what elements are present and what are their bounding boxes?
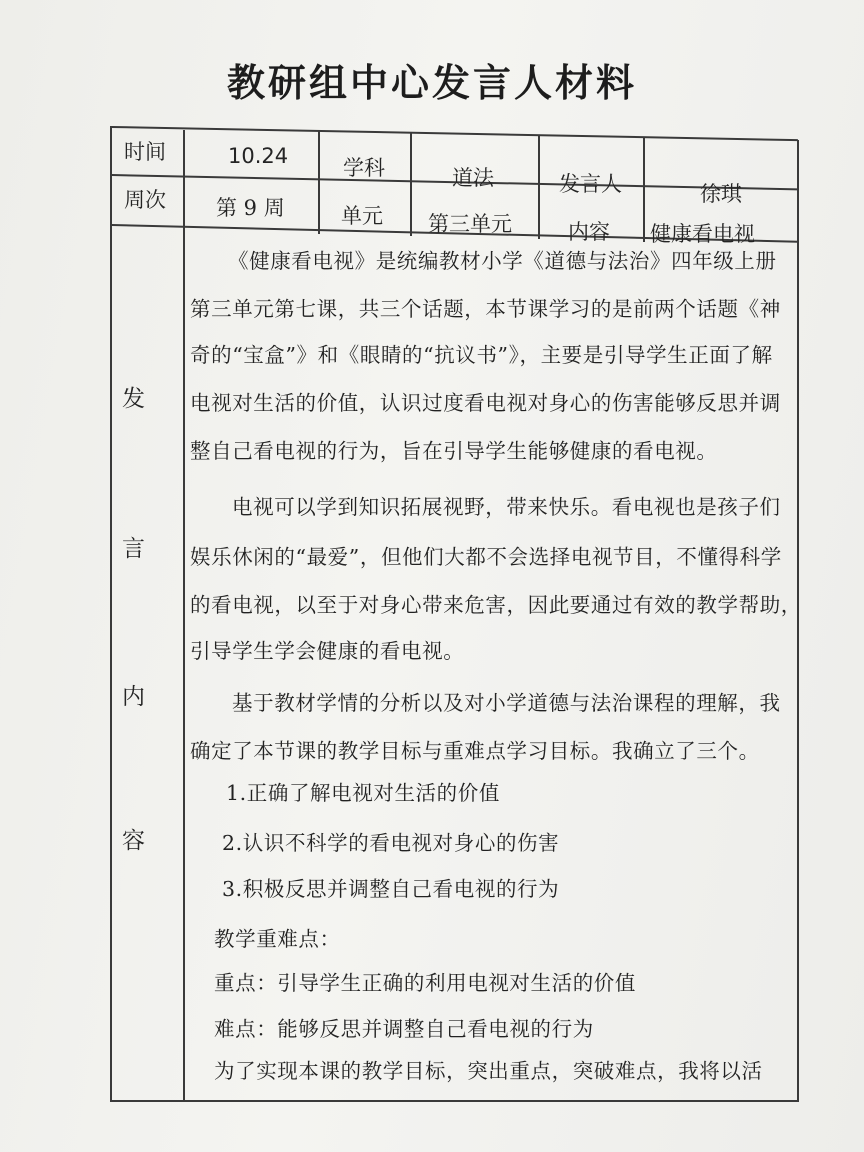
body-line: 引导学生学会健康的看电视。 [190,639,465,663]
table-border-left [110,126,112,1102]
side-label-char: 容 [122,828,145,854]
body-line: 的看电视，以至于对身心带来危害，因此要通过有效的教学帮助， [190,593,802,617]
side-label-char: 发 [122,386,145,412]
body-line: 奇的“宝盒”》和《眼睛的“抗议书”》，主要是引导学生正面了解 [190,343,773,367]
table-border-right [797,140,799,1100]
unit-label: 单元 [341,204,383,228]
content-column-divider [183,130,185,1100]
body-line: 重点：引导学生正确的利用电视对生活的价值 [214,971,636,995]
body-line: 娱乐休闲的“最爱”，但他们大都不会选择电视节目，不懂得科学 [190,545,782,569]
document-title: 教研组中心发言人材料 [226,61,637,105]
speaker-label: 发言人 [559,172,622,196]
side-label-char: 内 [122,684,145,710]
goal-item: 1.正确了解电视对生活的价值 [226,781,500,805]
table-border-top [112,126,798,141]
goal-item: 2.认识不科学的看电视对身心的伤害 [222,831,560,855]
body-line: 确定了本节课的教学目标与重难点学习目标。我确立了三个。 [190,739,760,763]
goal-item: 3.积极反思并调整自己看电视的行为 [222,877,560,901]
body-line: 第三单元第七课，共三个话题，本节课学习的是前两个话题《神 [190,297,781,321]
header-col-divider-2 [410,132,412,236]
body-line: 《健康看电视》是统编教材小学《道德与法治》四年级上册 [228,249,777,273]
week-label: 周次 [124,188,166,212]
unit-value: 第三单元 [428,212,512,236]
body-line: 难点：能够反思并调整自己看电视的行为 [214,1017,594,1041]
header-col-divider-3 [538,135,540,239]
body-line: 教学重难点： [214,927,341,951]
week-value: 第 9 周 [216,196,285,220]
table-border-bottom [110,1100,799,1102]
content-value: 健康看电视 [650,222,755,246]
subject-value: 道法 [452,166,494,190]
header-col-divider-1 [318,130,320,234]
time-value: 10.24 [228,144,289,168]
body-line: 电视对生活的价值，认识过度看电视对身心的伤害能够反思并调 [190,391,781,415]
subject-label: 学科 [343,156,385,180]
time-label: 时间 [124,140,166,164]
body-line: 整自己看电视的行为，旨在引导学生能够健康的看电视。 [190,439,718,463]
speaker-value: 徐琪 [700,182,742,206]
side-label-char: 言 [122,536,145,562]
body-line: 为了实现本课的教学目标，突出重点，突破难点，我将以活 [214,1059,763,1083]
header-col-divider-4 [643,138,645,242]
body-line: 电视可以学到知识拓展视野，带来快乐。看电视也是孩子们 [232,495,781,519]
content-label: 内容 [568,220,610,244]
body-line: 基于教材学情的分析以及对小学道德与法治课程的理解，我 [232,691,781,715]
